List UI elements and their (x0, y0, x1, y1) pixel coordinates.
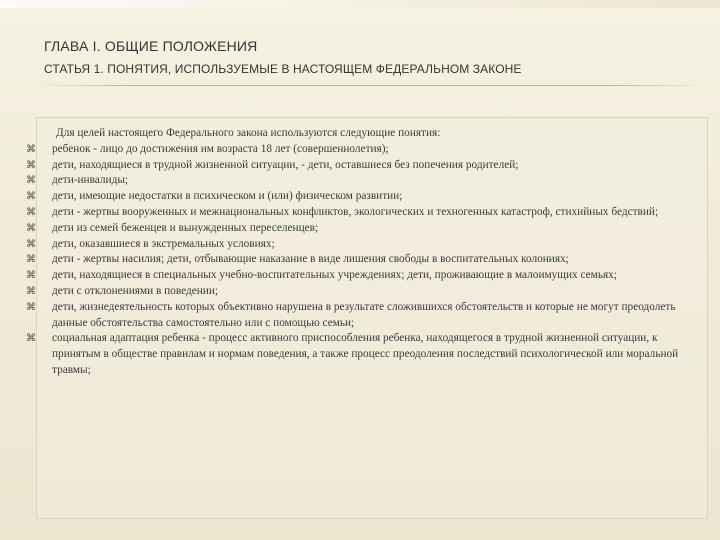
list-item-text: дети из семей беженцев и вынужденных переселенцев; (52, 221, 319, 234)
list-item-text: дети, жизнедеятельность которых объективно нарушена в результате сложившихся обстоятельств и которые не могут преодолеть данные обстоятельства самостоятельно или с помощью семьи; (52, 300, 676, 329)
list-item-text: социальная адаптация ребенка - процесс активного приспособления ребенка, находящегося в трудной жизненной ситуации, к принятым в обществе правилам и нормам поведения, а также процесс преодоления последствий психологической или моральной травмы; (52, 332, 679, 376)
list-item (26, 284, 702, 300)
list-item (26, 237, 702, 253)
list-item (26, 252, 702, 268)
list-item-text: дети с отклонениями в поведении; (52, 284, 219, 297)
title-divider (36, 85, 706, 86)
content-body (26, 126, 702, 379)
bullet-icon: ⌘ (26, 175, 36, 187)
definitions-list (26, 142, 702, 379)
list-item (26, 205, 702, 221)
bullet-icon: ⌘ (26, 159, 36, 171)
list-item (26, 300, 702, 332)
list-item (26, 173, 702, 189)
bullet-icon: ⌘ (26, 238, 36, 250)
bullet-icon: ⌘ (26, 270, 36, 282)
list-item (26, 221, 702, 237)
list-item-text: ребенок - лицо до достижения им возраста 18 лет (совершеннолетия); (52, 142, 389, 155)
list-item-text: дети, оказавшиеся в экстремальных условиях; (52, 237, 275, 250)
top-highlight (0, 0, 720, 8)
list-item (26, 158, 702, 174)
list-item-text: дети, находящиеся в специальных учебно-воспитательных учреждениях; дети, проживающие в малоимущих семьях; (52, 269, 617, 282)
list-item (26, 189, 702, 205)
list-item-text: дети-инвалиды; (52, 174, 129, 187)
bullet-icon: ⌘ (26, 333, 36, 345)
bullet-icon: ⌘ (26, 285, 36, 297)
bullet-icon: ⌘ (26, 143, 36, 155)
list-item (26, 142, 702, 158)
list-item (26, 331, 702, 378)
bullet-icon: ⌘ (26, 254, 36, 266)
bullet-icon: ⌘ (26, 191, 36, 203)
list-item-text: дети - жертвы вооруженных и межнациональных конфликтов, экологических и техногенных катастроф, стихийных бедствий; (52, 205, 659, 218)
chapter-title: ГЛАВА I. ОБЩИЕ ПОЛОЖЕНИЯ (44, 38, 258, 54)
bullet-icon: ⌘ (26, 301, 36, 313)
bullet-icon: ⌘ (26, 222, 36, 234)
intro-text: Для целей настоящего Федерального закона используются следующие понятия: (56, 127, 441, 139)
list-item-text: дети, находящиеся в трудной жизненной ситуации, - дети, оставшиеся без попечения родителей; (52, 158, 519, 171)
bullet-icon: ⌘ (26, 206, 36, 218)
list-item-text: дети, имеющие недостатки в психическом и (или) физическом развитии; (52, 190, 403, 203)
list-item (26, 268, 702, 284)
list-item-text: дети - жертвы насилия; дети, отбывающие наказание в виде лишения свободы в воспитательных колониях; (52, 253, 569, 266)
article-title: СТАТЬЯ 1. ПОНЯТИЯ, ИСПОЛЬЗУЕМЫЕ В НАСТОЯЩЕМ ФЕДЕРАЛЬНОМ ЗАКОНЕ (44, 62, 522, 76)
